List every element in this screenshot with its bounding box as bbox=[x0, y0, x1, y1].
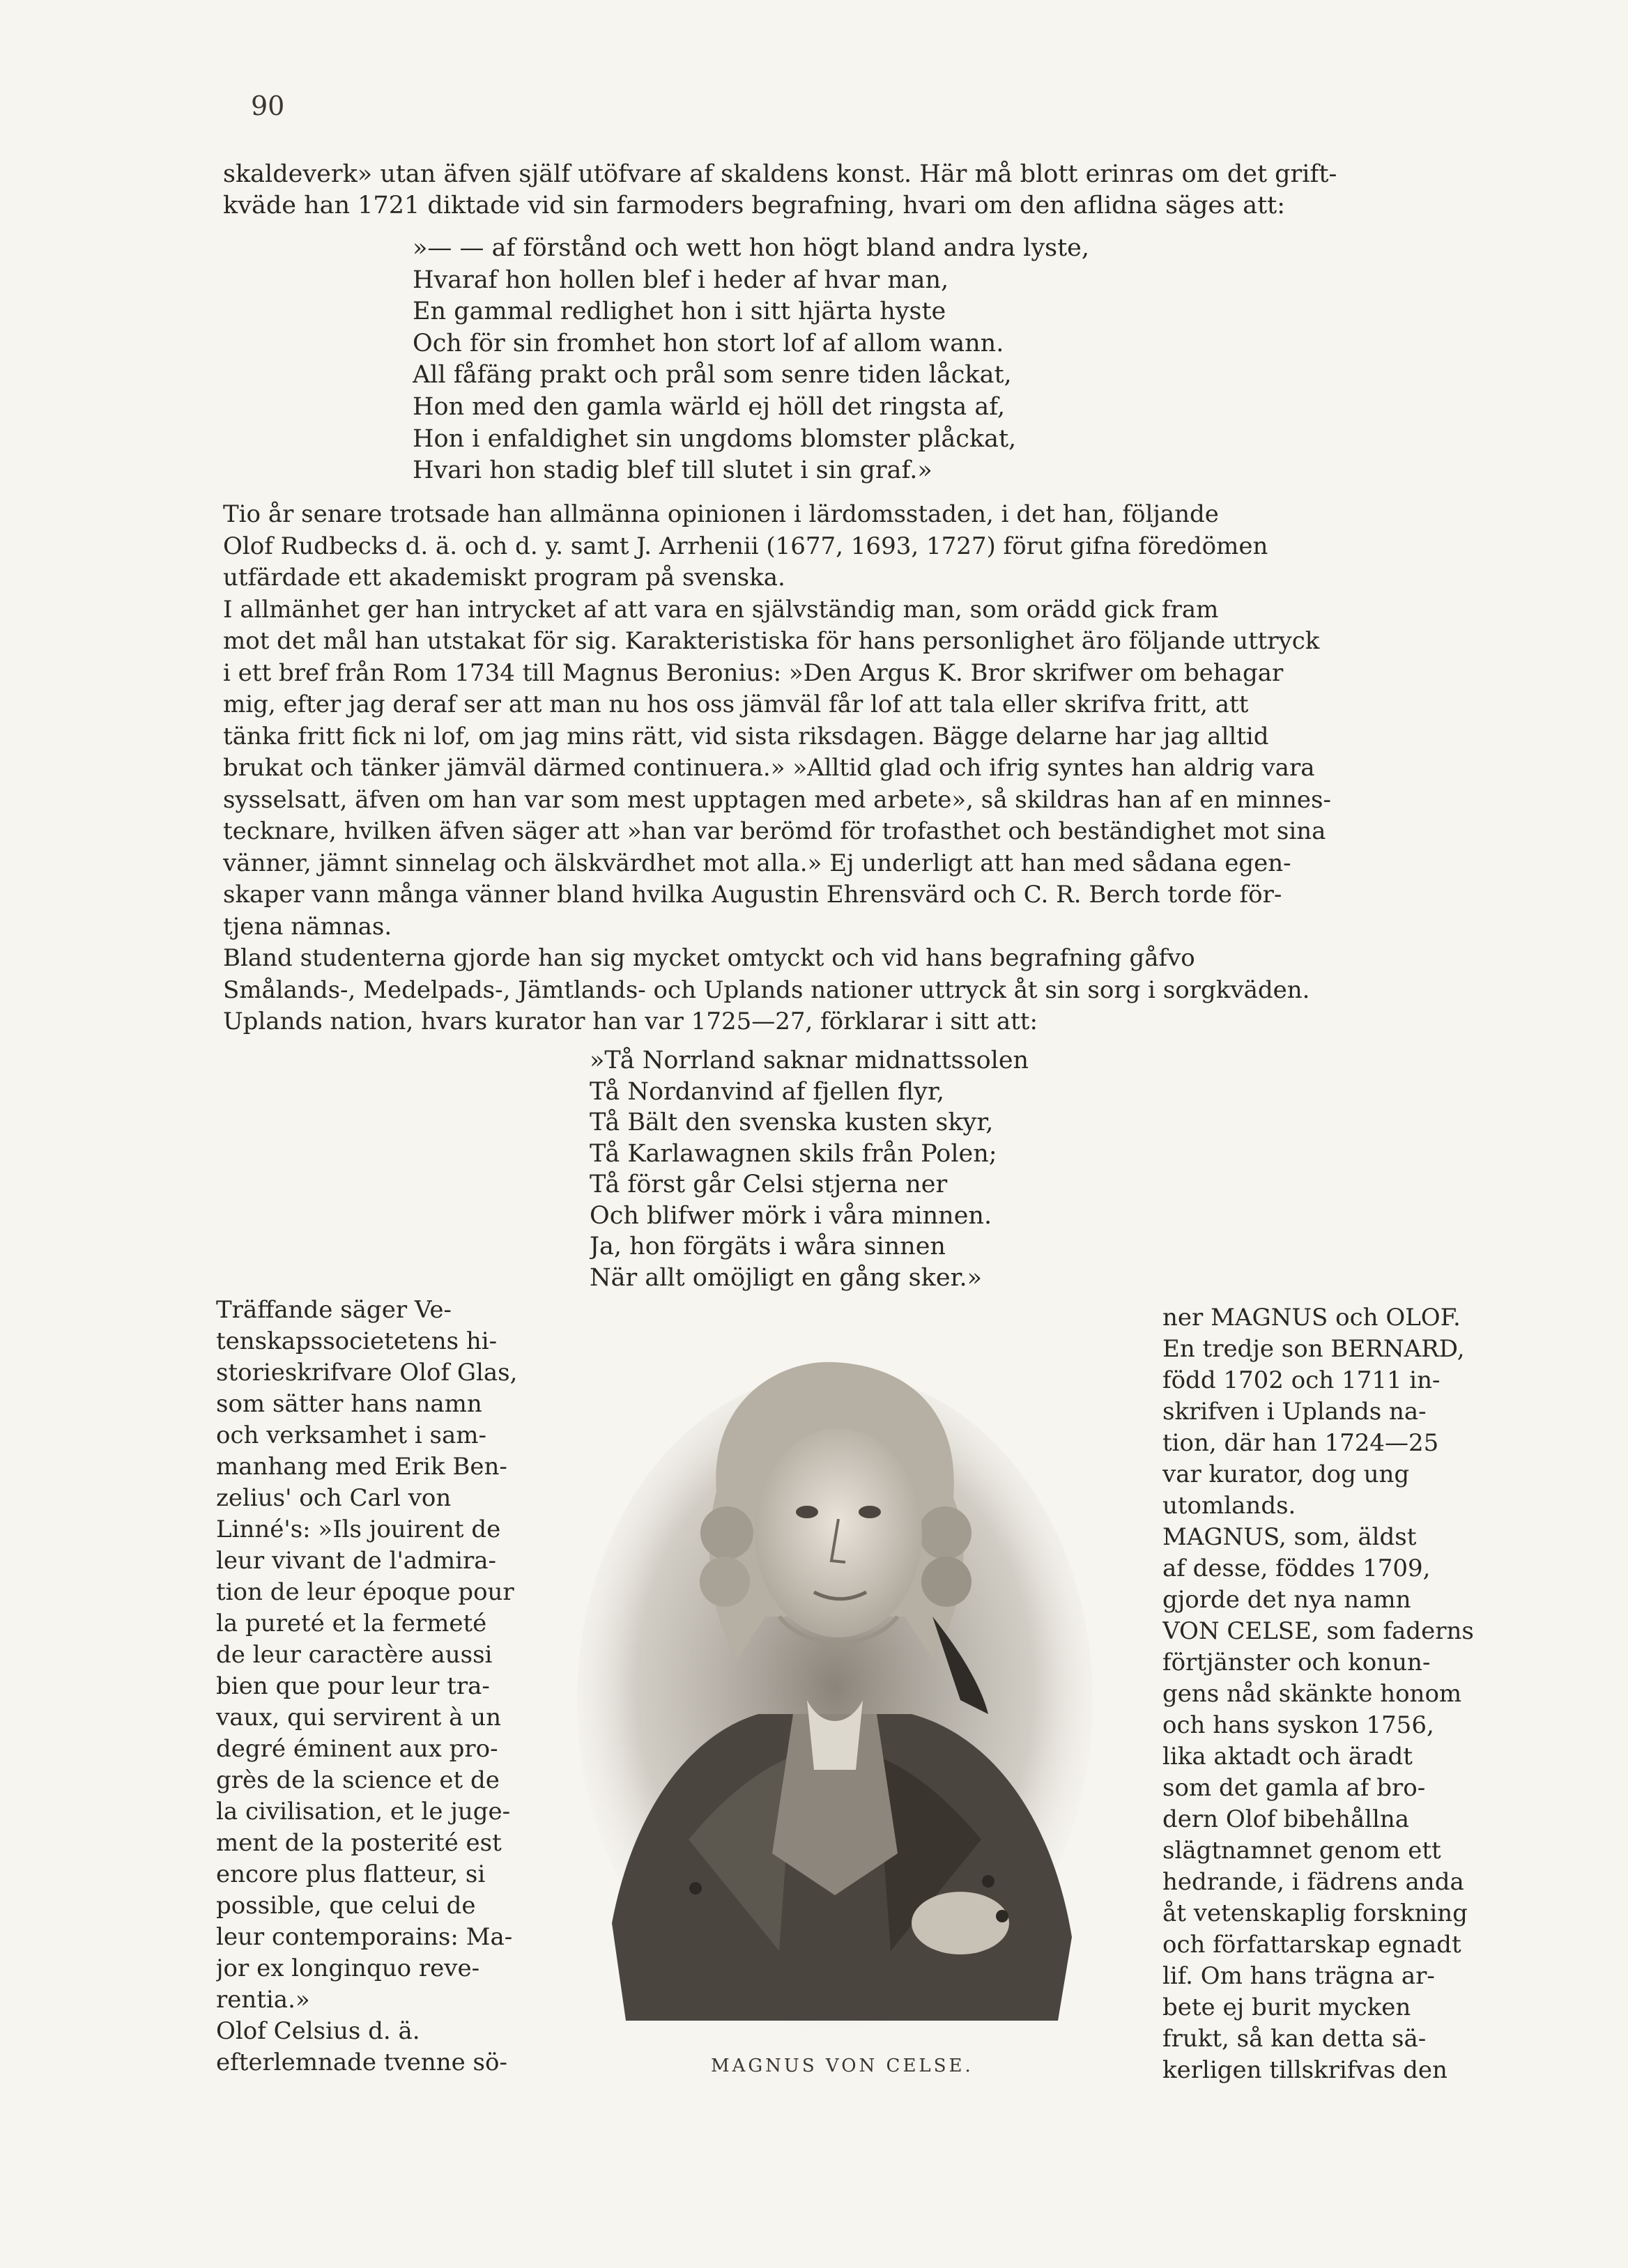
text-line: rentia.» bbox=[216, 1986, 310, 2014]
text-line: bien que pour leur tra- bbox=[216, 1672, 490, 1700]
verse-line: Hvari hon stadig blef till slutet i sin graf.» bbox=[413, 456, 932, 485]
text-line: och hans syskon 1756, bbox=[1162, 1711, 1434, 1739]
verse-line: Hon i enfaldighet sin ungdoms blomster plåckat, bbox=[413, 424, 1017, 453]
text-line: leur vivant de l'admira- bbox=[216, 1547, 496, 1575]
text-line: bete ej burit mycken bbox=[1162, 1993, 1411, 2021]
text-line: tion, där han 1724—25 bbox=[1162, 1429, 1439, 1457]
text-line: I allmänhet ger han intrycket af att vara en självständig man, som orädd gick fram bbox=[223, 595, 1219, 624]
text-line: hedrande, i fädrens anda bbox=[1162, 1868, 1464, 1896]
text-line: brukat och tänker jämväl därmed continuera.» »Alltid glad och ifrig syntes han aldrig vara bbox=[223, 754, 1315, 782]
text-line: dern Olof bibehållna bbox=[1162, 1805, 1410, 1833]
text-line: sysselsatt, äfven om han var som mest upptagen med arbete», så skildras han af en minnes- bbox=[223, 785, 1331, 814]
verse-line: Tå Karlawagnen skils från Polen; bbox=[590, 1139, 997, 1168]
text-line: utomlands. bbox=[1162, 1492, 1296, 1520]
text-line: tecknare, hvilken äfven säger att »han var berömd för trofasthet och beständighet mot sina bbox=[223, 817, 1326, 845]
text-line: kväde han 1721 diktade vid sin farmoders begrafning, hvari om den aflidna säges att: bbox=[223, 192, 1285, 219]
verse-line: Hvaraf hon hollen blef i heder af hvar man, bbox=[413, 265, 949, 294]
text-line: leur contemporains: Ma- bbox=[216, 1923, 513, 1951]
text-line: kerligen tillskrifvas den bbox=[1162, 2056, 1447, 2084]
verse-line: »— — af förstånd och wett hon högt bland andra lyste, bbox=[413, 234, 1089, 262]
verse-line: Ja, hon förgäts i wåra sinnen bbox=[590, 1233, 946, 1260]
text-line: degré éminent aux pro- bbox=[216, 1735, 498, 1763]
text-line: i ett bref från Rom 1734 till Magnus Beronius: »Den Argus K. Bror skrifwer om behagar bbox=[223, 658, 1284, 687]
text-line: la civilisation, et le juge- bbox=[216, 1798, 511, 1826]
text-line: och författarskap egnadt bbox=[1162, 1931, 1461, 1959]
text-line: var kurator, dog ung bbox=[1162, 1460, 1410, 1488]
text-line: vänner, jämnt sinnelag och älskvärdhet mot alla.» Ej underligt att han med sådana egen- bbox=[223, 849, 1291, 877]
text-line: Olof Celsius d. ä. bbox=[216, 2017, 420, 2045]
text-line: manhang med Erik Ben- bbox=[216, 1453, 507, 1481]
text-line: grès de la science et de bbox=[216, 1766, 500, 1794]
text-line: förtjänster och konun- bbox=[1162, 1649, 1431, 1676]
text-line: Tio år senare trotsade han allmänna opinionen i lärdomsstaden, i det han, följande bbox=[223, 500, 1219, 528]
text-line: VON CELSE, som faderns bbox=[1162, 1617, 1474, 1645]
text-line: gens nåd skänkte honom bbox=[1162, 1680, 1462, 1708]
text-line: Uplands nation, hvars kurator han var 1725—27, förklarar i sitt att: bbox=[223, 1008, 1038, 1035]
page-number: 90 bbox=[251, 91, 285, 121]
intro-paragraph bbox=[223, 159, 1493, 222]
text-line: tenskapssocietetens hi- bbox=[216, 1327, 498, 1355]
portrait-illustration bbox=[570, 1324, 1100, 2049]
verse-line: Tå Nordanvind af fjellen flyr, bbox=[590, 1077, 944, 1106]
text-line: possible, que celui de bbox=[216, 1892, 476, 1920]
text-line: tjena nämnas. bbox=[223, 912, 392, 941]
text-line: skaper vann många vänner bland hvilka Augustin Ehrensvärd och C. R. Berch torde för- bbox=[223, 881, 1282, 909]
text-line: jor ex longinquo reve- bbox=[216, 1954, 480, 1982]
text-line: som sätter hans namn bbox=[216, 1390, 482, 1418]
text-line: född 1702 och 1711 in- bbox=[1162, 1366, 1441, 1394]
text-line: tion de leur époque pour bbox=[216, 1578, 514, 1606]
text-line: Linné's: »Ils jouirent de bbox=[216, 1515, 501, 1543]
verse-line: Tå Bält den svenska kusten skyr, bbox=[590, 1109, 994, 1136]
text-line: slägtnamnet genom ett bbox=[1162, 1837, 1441, 1865]
text-line: la pureté et la fermeté bbox=[216, 1610, 487, 1637]
left-text-column bbox=[216, 1295, 544, 2078]
verse-line: Tå först går Celsi stjerna ner bbox=[590, 1171, 948, 1198]
text-line: tänka fritt fick ni lof, om jag mins rätt, vid sista riksdagen. Bägge delarne har jag alltid bbox=[223, 722, 1269, 750]
text-line: Olof Rudbecks d. ä. och d. y. samt J. Arrhenii (1677, 1693, 1727) förut gifna föredömen bbox=[223, 532, 1268, 560]
text-line: ner MAGNUS och OLOF. bbox=[1162, 1304, 1461, 1332]
text-line: skaldeverk» utan äfven själf utöfvare af skaldens konst. Här må blott erinras om det grift- bbox=[223, 160, 1337, 188]
text-line: lif. Om hans trägna ar- bbox=[1162, 1962, 1435, 1990]
text-line: mig, efter jag deraf ser att man nu hos oss jämväl får lof att tala eller skrifva fritt, att bbox=[223, 691, 1249, 718]
text-line: de leur caractère aussi bbox=[216, 1641, 493, 1669]
text-line: utfärdade ett akademiskt program på svenska. bbox=[223, 564, 785, 592]
text-line: zelius' och Carl von bbox=[216, 1484, 452, 1512]
text-line: Bland studenterna gjorde han sig mycket omtyckt och vid hans begrafning gåfvo bbox=[223, 944, 1195, 972]
verse-line: All fåfäng prakt och prål som senre tiden låckat, bbox=[413, 361, 1012, 389]
text-line: ment de la posterité est bbox=[216, 1829, 502, 1857]
text-line: gjorde det nya namn bbox=[1162, 1586, 1411, 1614]
text-line: En tredje son BERNARD, bbox=[1162, 1335, 1465, 1363]
text-line: och verksamhet i sam- bbox=[216, 1421, 486, 1449]
portrait-caption: MAGNUS VON CELSE. bbox=[711, 2055, 974, 2076]
right-text-column bbox=[1162, 1302, 1490, 2086]
text-line: åt vetenskaplig forskning bbox=[1162, 1899, 1468, 1927]
text-line: skrifven i Uplands na- bbox=[1162, 1398, 1427, 1426]
verse-line: Hon med den gamla wärld ej höll det ringsta af, bbox=[413, 392, 1006, 421]
text-line: MAGNUS, som, äldst bbox=[1162, 1523, 1417, 1551]
text-line: mot det mål han utstakat för sig. Karakteristiska för hans personlighet äro följande uttryck bbox=[223, 627, 1320, 655]
text-line: frukt, så kan detta sä- bbox=[1162, 2025, 1427, 2053]
verse-line: Och blifwer mörk i våra minnen. bbox=[590, 1201, 992, 1230]
verse-line: En gammal redlighet hon i sitt hjärta hyste bbox=[413, 298, 946, 326]
grave-poem-verse bbox=[413, 233, 1291, 487]
text-line: lika aktadt och äradt bbox=[1162, 1743, 1413, 1771]
text-line: som det gamla af bro- bbox=[1162, 1774, 1426, 1802]
text-line: efterlemnade tvenne sö- bbox=[216, 2049, 507, 2076]
text-line: Träffande säger Ve- bbox=[216, 1296, 452, 1324]
body-paragraphs bbox=[223, 499, 1493, 1038]
verse-line: När allt omöjligt en gång sker.» bbox=[590, 1263, 982, 1292]
text-line: af desse, föddes 1709, bbox=[1162, 1555, 1431, 1582]
text-line: vaux, qui servirent à un bbox=[216, 1704, 502, 1731]
mourning-poem-verse bbox=[590, 1045, 1133, 1293]
text-line: encore plus flatteur, si bbox=[216, 1860, 486, 1888]
verse-line: »Tå Norrland saknar midnattssolen bbox=[590, 1047, 1029, 1074]
verse-line: Och för sin fromhet hon stort lof af allom wann. bbox=[413, 329, 1004, 357]
text-line: storieskrifvare Olof Glas, bbox=[216, 1359, 518, 1387]
text-line: Smålands-, Medelpads-, Jämtlands- och Uplands nationer uttryck åt sin sorg i sorgkväden. bbox=[223, 975, 1310, 1004]
